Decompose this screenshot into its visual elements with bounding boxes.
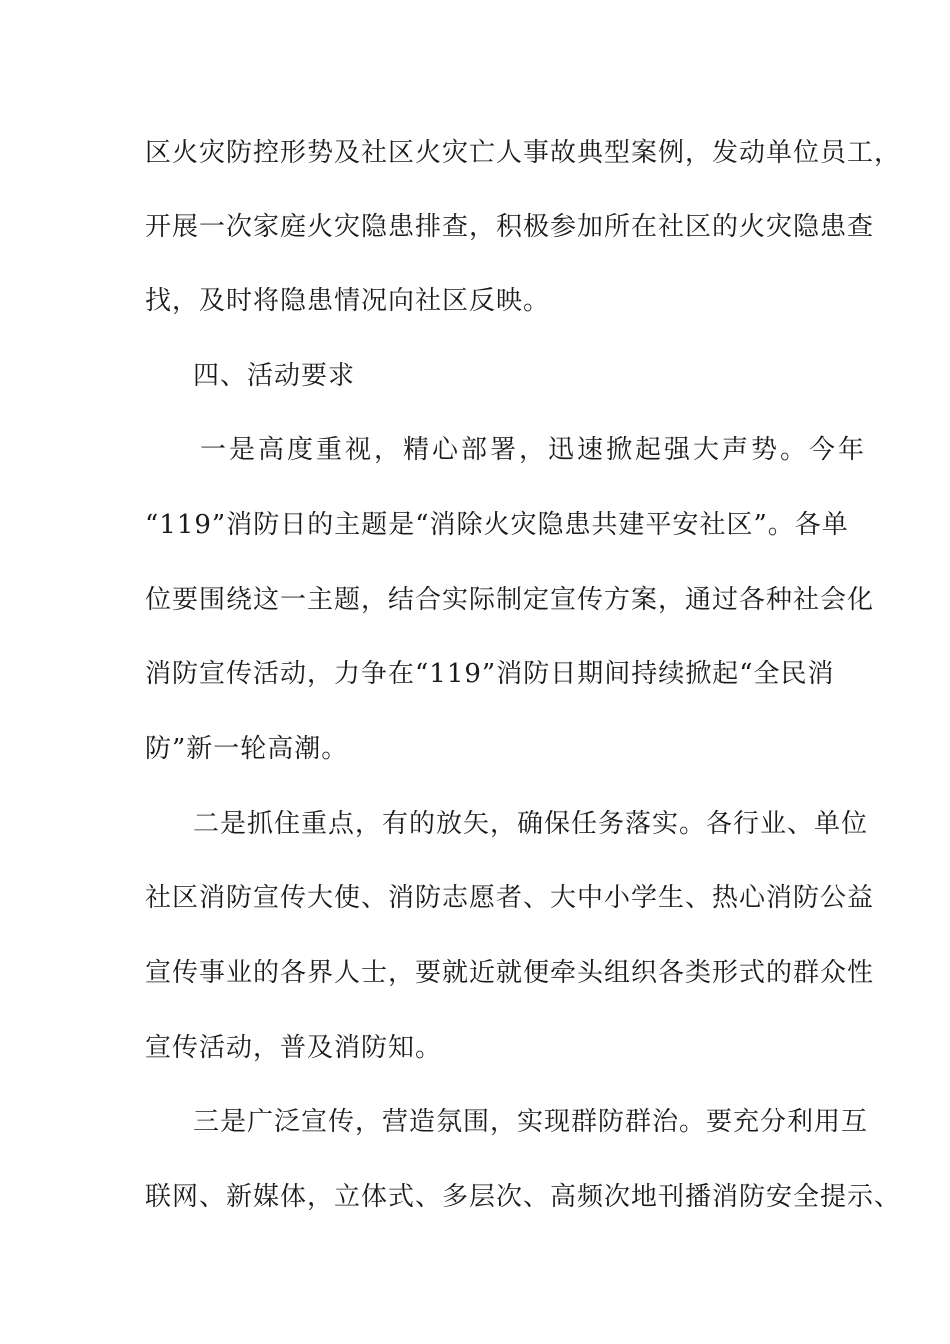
paragraph-line: “119”消防日的主题是“消除火灾隐患共建平安社区”。各单 (145, 510, 849, 540)
paragraph-line: 三是广泛宣传，营造氛围，实现群防群治。要充分利用互 (193, 1107, 869, 1137)
paragraph-line: 二是抓住重点，有的放矢，确保任务落实。各行业、单位 (193, 809, 869, 839)
paragraph-line: 找，及时将隐患情况向社区反映。 (145, 286, 551, 316)
paragraph-line: 社区消防宣传大使、消防志愿者、大中小学生、热心消防公益 (145, 883, 875, 913)
paragraph-line: 区火灾防控形势及社区火灾亡人事故典型案例，发动单位员工， (145, 138, 902, 168)
paragraph-line: 宣传活动，普及消防知。 (145, 1033, 443, 1063)
paragraph-line: 开展一次家庭火灾隐患排查，积极参加所在社区的火灾隐患查 (145, 212, 875, 242)
paragraph-line: 宣传事业的各界人士，要就近就便牵头组织各类形式的群众性 (145, 958, 875, 988)
paragraph-line: 一是高度重视，精心部署，迅速掀起强大声势。今年 (200, 435, 868, 465)
paragraph-line: 联网、新媒体，立体式、多层次、高频次地刊播消防安全提示、 (145, 1182, 902, 1212)
paragraph-line: 位要围绕这一主题，结合实际制定宣传方案，通过各种社会化 (145, 585, 875, 615)
paragraph-line: 防”新一轮高潮。 (145, 734, 349, 764)
section-heading: 四、活动要求 (193, 361, 356, 391)
paragraph-line: 消防宣传活动，力争在“119”消防日期间持续掀起“全民消 (145, 659, 835, 689)
